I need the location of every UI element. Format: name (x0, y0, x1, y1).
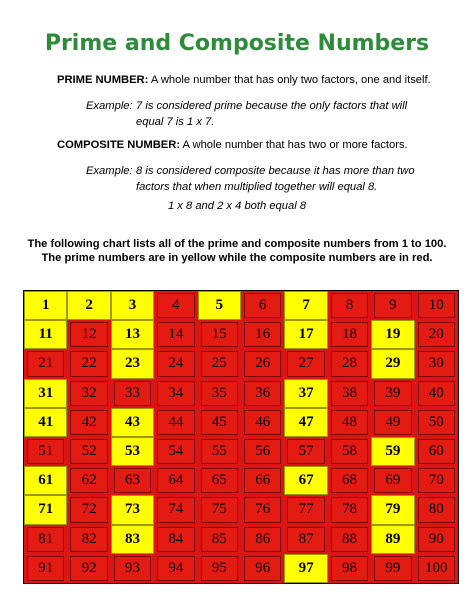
composite-number-cell: 94 (157, 556, 194, 581)
composite-number-cell: 82 (70, 527, 107, 552)
composite-definition (57, 137, 408, 153)
composite-number-cell: 32 (70, 381, 107, 406)
composite-example (86, 163, 415, 195)
composite-number-cell: 6 (244, 293, 281, 318)
composite-number-cell: 70 (418, 468, 455, 493)
composite-number-cell: 99 (374, 556, 411, 581)
composite-number-cell: 84 (157, 527, 194, 552)
composite-term: COMPOSITE NUMBER: (57, 139, 181, 151)
composite-number-cell: 74 (157, 497, 194, 522)
composite-number-cell: 93 (114, 556, 151, 581)
composite-number-cell: 45 (201, 410, 238, 435)
prime-number-cell: 23 (111, 349, 154, 378)
composite-number-cell: 96 (244, 556, 281, 581)
composite-number-cell: 4 (157, 293, 194, 318)
composite-number-cell: 20 (418, 322, 455, 347)
prime-number-cell: 67 (284, 466, 327, 495)
composite-number-cell: 48 (331, 410, 368, 435)
prime-number-cell: 19 (371, 320, 414, 349)
composite-number-cell: 75 (201, 497, 238, 522)
prime-example-label: Example: (86, 100, 133, 112)
prime-definition-text: A whole number that has only two factors, one and itself. (148, 74, 431, 86)
prime-number-cell: 31 (24, 379, 67, 408)
composite-number-cell: 18 (331, 322, 368, 347)
composite-number-cell: 88 (331, 527, 368, 552)
prime-number-cell: 73 (111, 495, 154, 524)
page-title: Prime and Composite Numbers (44, 31, 430, 56)
chart-intro-line2: The prime numbers are in yellow while the composite numbers are in red. (41, 252, 433, 264)
composite-number-cell: 92 (70, 556, 107, 581)
composite-number-cell: 22 (70, 351, 107, 376)
composite-example-line1: 8 is considered composite because it has more than two (136, 165, 415, 177)
prime-number-cell: 41 (24, 408, 67, 437)
prime-number-cell: 71 (24, 495, 67, 524)
prime-number-cell: 61 (24, 466, 67, 495)
composite-number-cell: 81 (27, 527, 64, 552)
prime-example-line2: equal 7 is 1 x 7. (136, 116, 215, 128)
composite-number-cell: 91 (27, 556, 64, 581)
composite-number-cell: 30 (418, 351, 455, 376)
composite-number-cell: 78 (331, 497, 368, 522)
prime-number-cell: 17 (284, 320, 327, 349)
prime-number-cell: 37 (284, 379, 327, 408)
number-chart (23, 290, 459, 584)
composite-number-cell: 69 (374, 468, 411, 493)
composite-number-cell: 86 (244, 527, 281, 552)
prime-number-cell: 59 (371, 437, 414, 466)
composite-number-cell: 57 (287, 439, 324, 464)
prime-definition (57, 72, 431, 88)
composite-number-cell: 85 (201, 527, 238, 552)
prime-example-line1: 7 is considered prime because the only factors that will (136, 100, 408, 112)
prime-number-cell: 29 (371, 349, 414, 378)
prime-number-cell: 83 (111, 525, 154, 554)
composite-number-cell: 55 (201, 439, 238, 464)
composite-number-cell: 9 (374, 293, 411, 318)
composite-number-cell: 15 (201, 322, 238, 347)
composite-number-cell: 40 (418, 381, 455, 406)
prime-number-cell: 43 (111, 408, 154, 437)
composite-number-cell: 8 (331, 293, 368, 318)
composite-number-cell: 27 (287, 351, 324, 376)
composite-number-cell: 63 (114, 468, 151, 493)
composite-number-cell: 72 (70, 497, 107, 522)
prime-number-cell: 3 (111, 291, 154, 320)
prime-number-cell: 11 (24, 320, 67, 349)
composite-number-cell: 80 (418, 497, 455, 522)
composite-number-cell: 24 (157, 351, 194, 376)
prime-number-cell: 89 (371, 525, 414, 554)
composite-number-cell: 52 (70, 439, 107, 464)
composite-number-cell: 50 (418, 410, 455, 435)
composite-number-cell: 62 (70, 468, 107, 493)
prime-number-cell: 1 (24, 291, 67, 320)
prime-number-cell: 79 (371, 495, 414, 524)
composite-number-cell: 39 (374, 381, 411, 406)
composite-number-cell: 65 (201, 468, 238, 493)
chart-intro-line1: The following chart lists all of the prime and composite numbers from 1 to 100. (27, 238, 447, 250)
composite-number-cell: 33 (114, 381, 151, 406)
composite-number-cell: 95 (201, 556, 238, 581)
composite-number-cell: 10 (418, 293, 455, 318)
composite-number-cell: 12 (70, 322, 107, 347)
prime-number-cell: 2 (67, 291, 110, 320)
composite-number-cell: 51 (27, 439, 64, 464)
composite-number-cell: 42 (70, 410, 107, 435)
composite-number-cell: 60 (418, 439, 455, 464)
prime-term: PRIME NUMBER: (57, 74, 149, 86)
composite-number-cell: 28 (331, 351, 368, 376)
composite-number-cell: 36 (244, 381, 281, 406)
composite-number-cell: 90 (418, 527, 455, 552)
chart-intro (0, 237, 474, 265)
composite-number-cell: 100 (418, 556, 455, 581)
composite-number-cell: 44 (157, 410, 194, 435)
composite-number-cell: 26 (244, 351, 281, 376)
prime-number-cell: 7 (284, 291, 327, 320)
composite-example-line2: factors that when multiplied together will equal 8. (136, 181, 378, 193)
composite-number-cell: 64 (157, 468, 194, 493)
composite-number-cell: 35 (201, 381, 238, 406)
prime-number-cell: 13 (111, 320, 154, 349)
composite-number-cell: 38 (331, 381, 368, 406)
prime-number-cell: 53 (111, 437, 154, 466)
prime-number-cell: 5 (198, 291, 241, 320)
composite-example-label: Example: (86, 165, 133, 177)
composite-number-cell: 34 (157, 381, 194, 406)
composite-number-cell: 21 (27, 351, 64, 376)
composite-number-cell: 58 (331, 439, 368, 464)
composite-number-cell: 25 (201, 351, 238, 376)
prime-example (86, 98, 407, 130)
composite-number-cell: 76 (244, 497, 281, 522)
composite-number-cell: 46 (244, 410, 281, 435)
composite-number-cell: 98 (331, 556, 368, 581)
composite-number-cell: 49 (374, 410, 411, 435)
prime-number-cell: 47 (284, 408, 327, 437)
composite-number-cell: 14 (157, 322, 194, 347)
prime-number-cell: 97 (284, 554, 327, 583)
composite-number-cell: 66 (244, 468, 281, 493)
composite-number-cell: 56 (244, 439, 281, 464)
composite-number-cell: 16 (244, 322, 281, 347)
composite-calc: 1 x 8 and 2 x 4 both equal 8 (167, 200, 307, 212)
composite-number-cell: 87 (287, 527, 324, 552)
composite-definition-text: A whole number that has two or more factors. (180, 139, 408, 151)
composite-number-cell: 54 (157, 439, 194, 464)
composite-number-cell: 68 (331, 468, 368, 493)
composite-number-cell: 77 (287, 497, 324, 522)
